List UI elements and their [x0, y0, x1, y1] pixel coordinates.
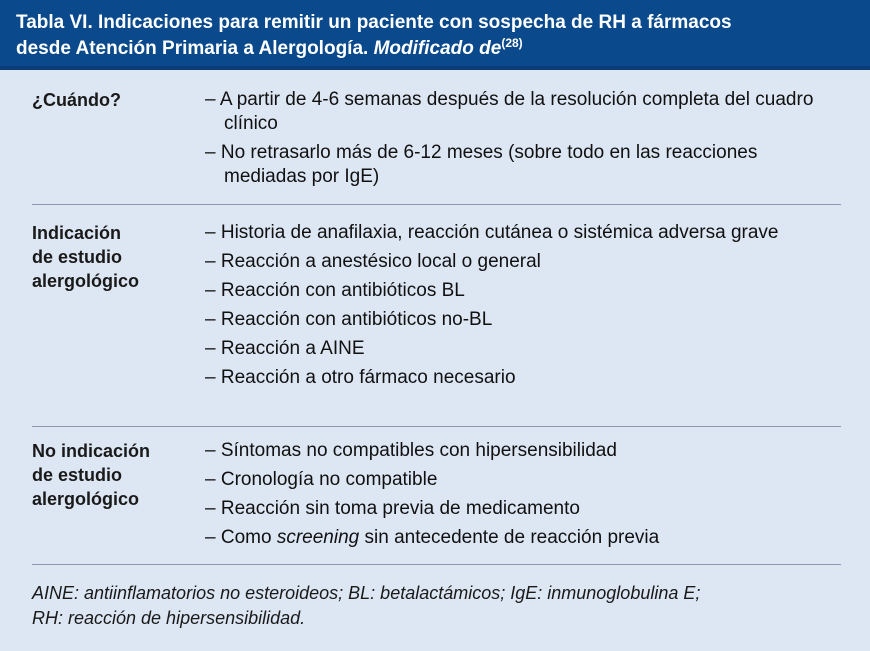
list-item: – Reacción a AINE: [205, 337, 778, 361]
table-header: [0, 0, 870, 70]
items-when: [205, 88, 841, 204]
label-line: de estudio: [32, 465, 123, 485]
list-item: – Reacción a otro fármaco necesario: [205, 366, 778, 390]
items-no-indication: [205, 439, 659, 564]
title-line-2-text: desde Atención Primaria a Alergología.: [16, 38, 369, 59]
list-item: – Síntomas no compatibles con hipersensibilidad: [205, 439, 659, 463]
list-item: – A partir de 4-6 semanas después de la resolución completa del cuadro clínico: [205, 88, 841, 136]
list-item: – No retrasarlo más de 6-12 meses (sobre todo en las reacciones mediadas por IgE): [205, 141, 841, 189]
list-item: – Reacción con antibióticos BL: [205, 279, 778, 303]
label-line: ¿Cuándo?: [32, 90, 121, 110]
items-indication: [205, 221, 778, 426]
item-text: Como: [220, 527, 277, 548]
table-footnote: [32, 581, 841, 631]
list-item: [205, 526, 659, 550]
item-emphasis: screening: [276, 527, 360, 548]
row-label-no-indication: [32, 439, 205, 564]
table-row-no-indication: [32, 427, 841, 565]
reference-superscript: (28): [501, 36, 523, 50]
list-item: – Historia de anafilaxia, reacción cutánea o sistémica adversa grave: [205, 221, 778, 245]
table-row-indication: [32, 205, 841, 427]
table-title-line-1: Tabla VI. Indicaciones para remitir un paciente con sospecha de RH a fármacos: [16, 12, 732, 33]
modified-label: Modificado de: [373, 38, 502, 59]
row-label-indication: [32, 221, 205, 426]
label-line: alergológico: [32, 489, 140, 509]
list-item: – Reacción a anestésico local o general: [205, 250, 778, 274]
footnote-line-1: AINE: antiinflamatorios no esteroideos; BL: betalactámicos; IgE: inmunoglobulina E;: [32, 583, 701, 603]
referral-table: [32, 70, 841, 565]
item-text: sin antecedente de reacción previa: [359, 527, 660, 548]
list-item: – Reacción sin toma previa de medicamento: [205, 497, 659, 521]
label-line: de estudio: [32, 247, 123, 267]
list-item: – Reacción con antibióticos no-BL: [205, 308, 778, 332]
row-label-when: [32, 88, 205, 204]
table-row-when: [32, 70, 841, 205]
label-line: No indicación: [32, 441, 151, 461]
label-line: Indicación: [32, 223, 122, 243]
footnote-line-2: RH: reacción de hipersensibilidad.: [32, 608, 306, 628]
label-line: alergológico: [32, 271, 140, 291]
list-item: – Cronología no compatible: [205, 468, 659, 492]
table-title-line-2: [16, 36, 856, 62]
